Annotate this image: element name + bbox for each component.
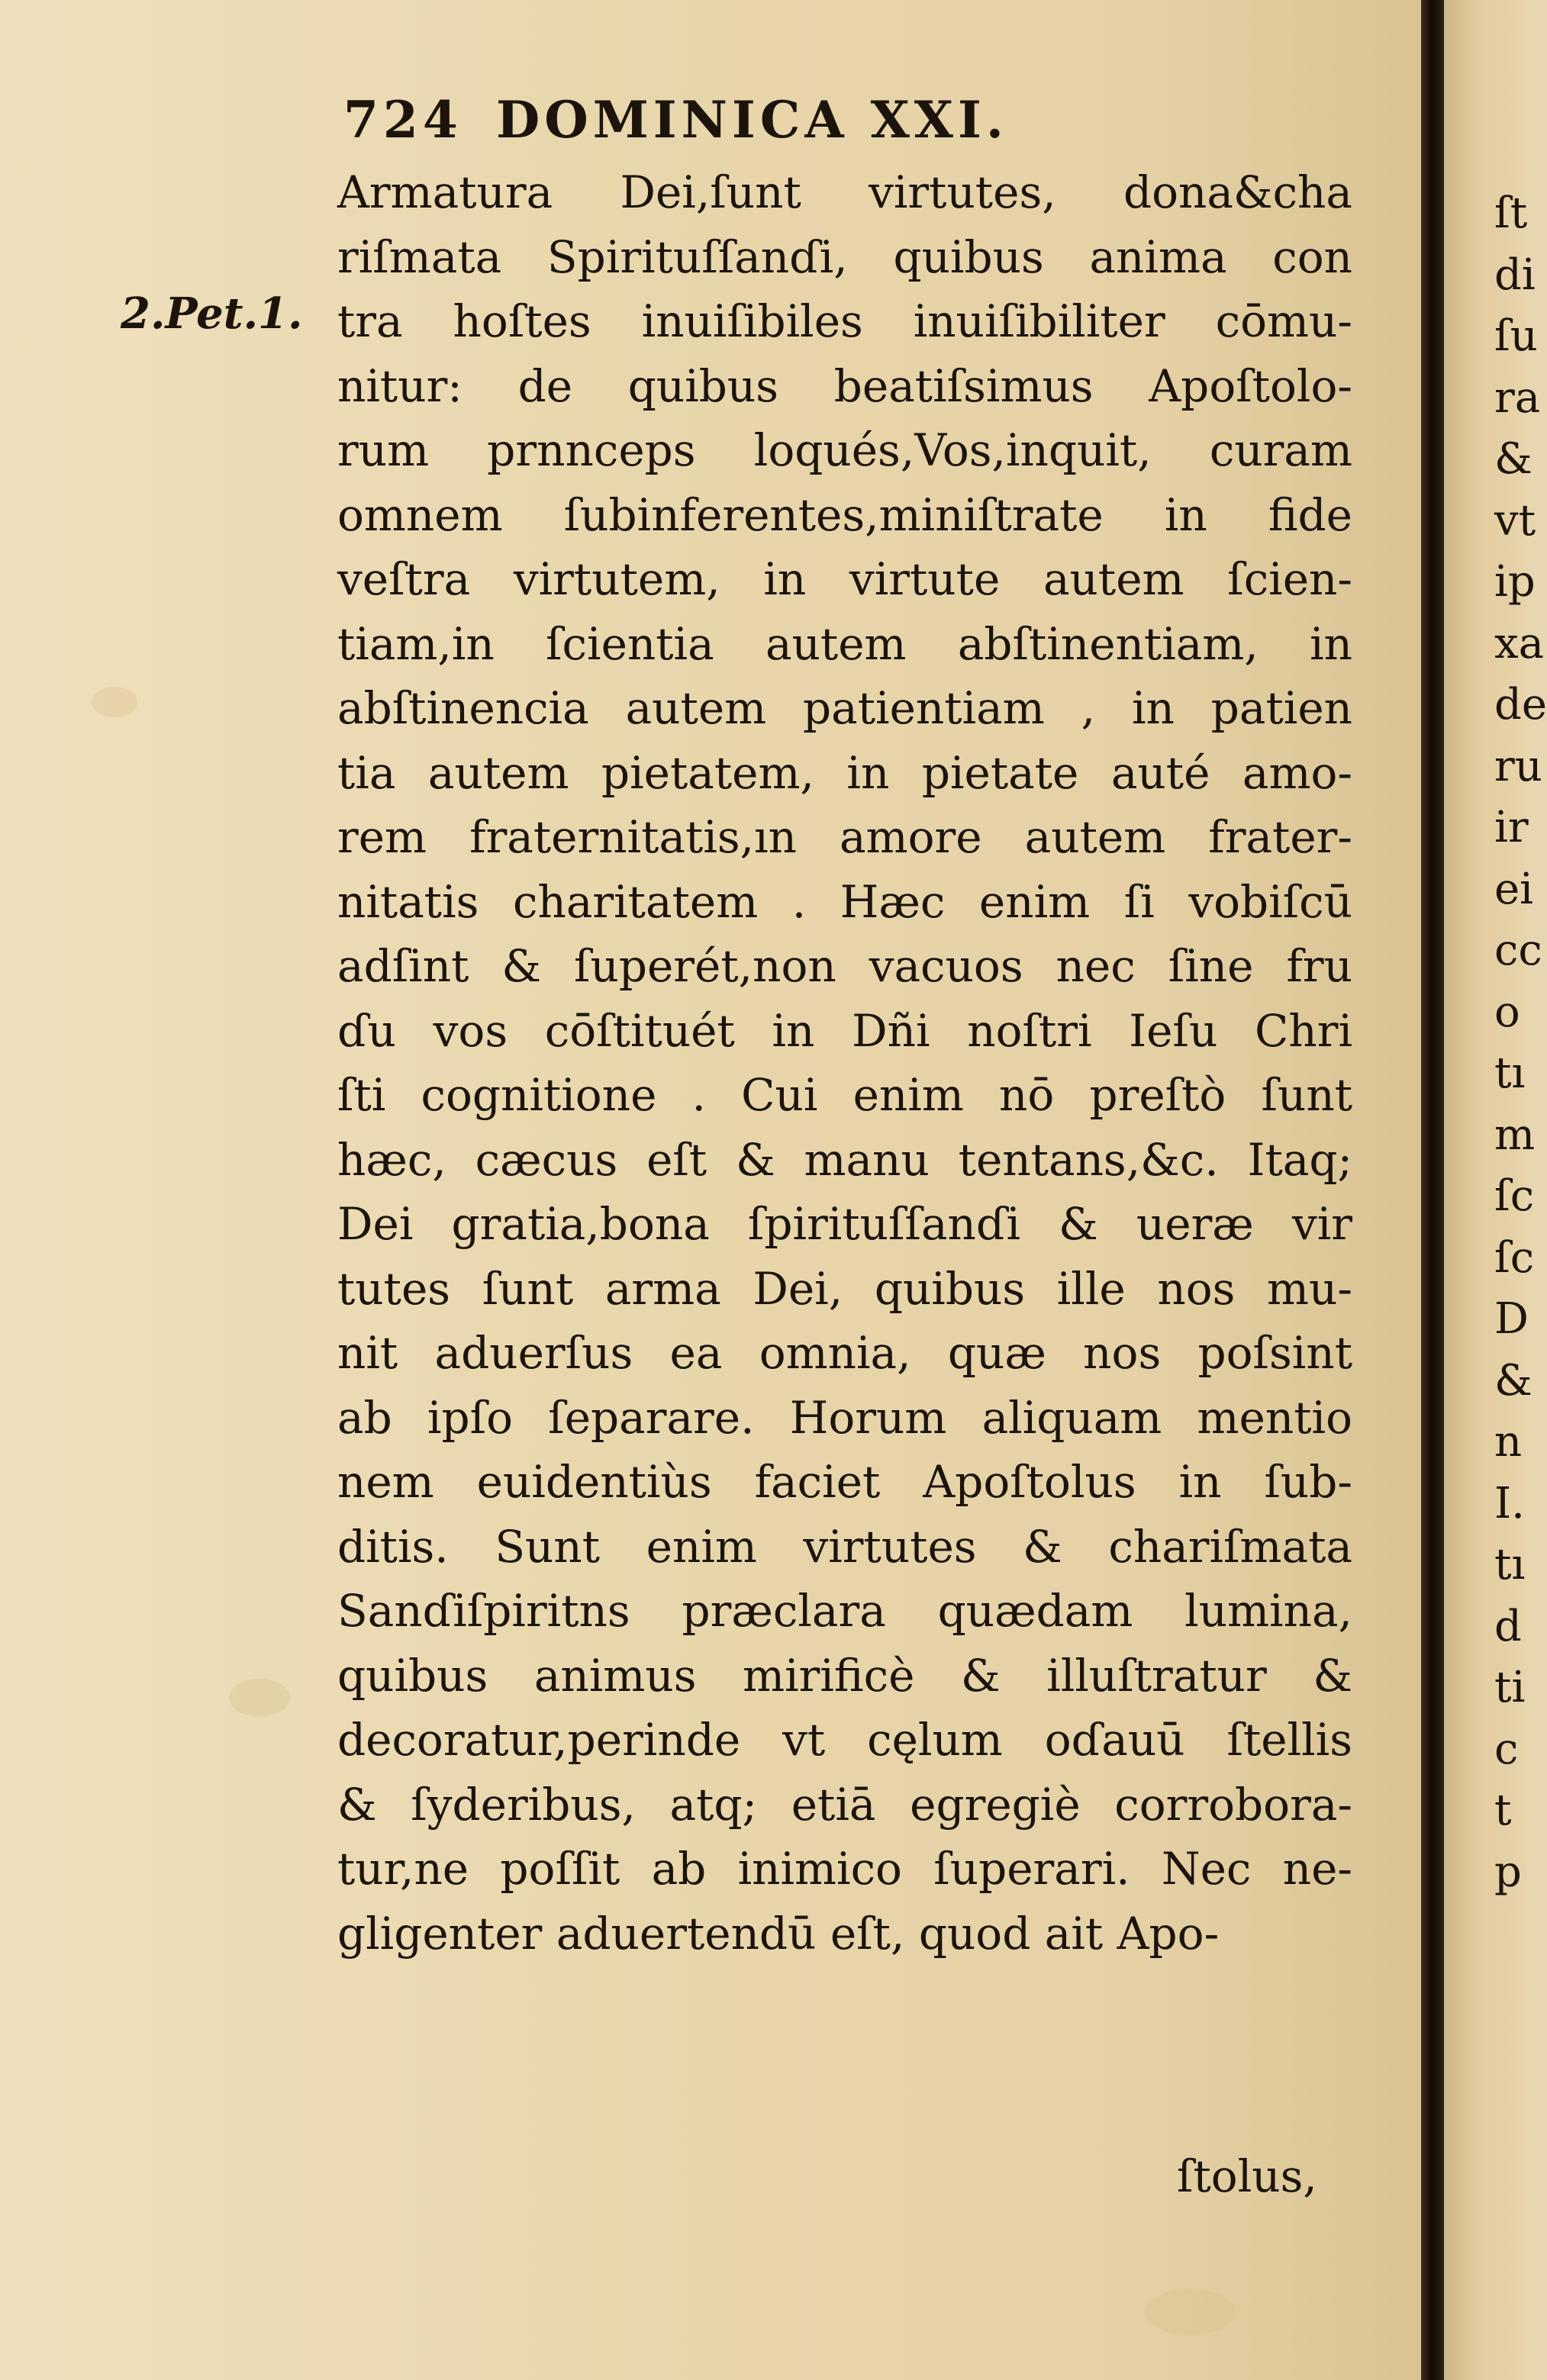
- facing-text-fragment: ſc: [1494, 1232, 1535, 1283]
- facing-text-fragment: ſc: [1494, 1171, 1535, 1221]
- body-text: [337, 160, 1352, 1966]
- facing-text-fragment: ſt: [1494, 188, 1528, 238]
- facing-text-fragment: ei: [1494, 864, 1534, 914]
- text-line: Armatura Dei,ſunt virtutes, dona&cha: [337, 166, 1352, 218]
- facing-text-fragment: o: [1494, 987, 1520, 1037]
- text-line: ditis. Sunt enim virtutes & chariſmata: [337, 1520, 1352, 1573]
- text-line: quibus animus mirificè & illuſtratur &: [337, 1649, 1352, 1702]
- text-line: omnem ſubinferentes,miniſtrate in fide: [337, 488, 1352, 541]
- text-line: ɗu vos cōſtituét in Dñi noſtri Ieſu Chri: [337, 1004, 1352, 1057]
- facing-text-fragment: &: [1494, 434, 1532, 484]
- text-line: rum prnnceps loqués,Vos,inquit, curam: [337, 424, 1352, 476]
- facing-text-fragment: D: [1494, 1294, 1529, 1344]
- book-gutter: [1421, 0, 1444, 2380]
- text-line: adſint & ſuperét,non vacuos nec ſine fru: [337, 940, 1352, 992]
- page-number: 724: [343, 90, 462, 150]
- text-line: & ſyderibus, atq; etiā egregiè corrobora-: [337, 1778, 1352, 1831]
- facing-text-fragment: n: [1494, 1417, 1523, 1467]
- text-line: nitatis charitatem . Hæc enim ſi vobiſcū: [337, 875, 1352, 928]
- text-line: tia autem pietatem, in pietate auté amo-: [337, 746, 1352, 799]
- paper-stain: [229, 1679, 290, 1717]
- facing-text-fragment: cc: [1494, 926, 1542, 975]
- facing-text-fragment: d: [1494, 1601, 1522, 1651]
- facing-text-fragment: tı: [1494, 1540, 1526, 1589]
- text-line: Sanɗiſpiritns præclara quædam lumina,: [337, 1585, 1352, 1637]
- facing-page-text: [1494, 183, 1547, 1903]
- text-line: ab ipſo ſeparare. Horum aliquam mentio: [337, 1391, 1352, 1444]
- facing-text-fragment: ra: [1494, 372, 1541, 423]
- text-line: abſtinencia autem patientiam , in patien: [337, 682, 1352, 734]
- facing-text-fragment: I.: [1494, 1478, 1525, 1528]
- facing-text-fragment: de: [1494, 680, 1547, 729]
- text-line: rem fraternitatis,ın amore autem frater-: [337, 811, 1352, 863]
- facing-text-fragment: di: [1494, 250, 1536, 300]
- facing-text-fragment: tı: [1494, 1048, 1526, 1098]
- text-line: nitur: de quibus beatiſsimus Apoſtolo-: [337, 359, 1352, 412]
- text-line: riſmata Spirituſſanɗi, quibus anima con: [337, 230, 1352, 283]
- text-line: decoratur,perinde vt cęlum oɗauū ſtellis: [337, 1714, 1352, 1766]
- catchword: ſtolus,: [1177, 2150, 1317, 2202]
- facing-text-fragment: p: [1494, 1847, 1522, 1897]
- margin-note: 2.Pet.1.: [121, 288, 303, 339]
- text-line: tra hoſtes inuiſibiles inuiſibiliter cōmu-: [337, 295, 1352, 347]
- facing-text-fragment: ir: [1494, 803, 1529, 852]
- text-line: veſtra virtutem, in virtute autem ſcien-: [337, 553, 1352, 605]
- facing-text-fragment: vt: [1494, 495, 1536, 546]
- facing-text-fragment: &: [1494, 1355, 1532, 1406]
- paper-stain: [92, 687, 137, 717]
- text-line: ſti cognitione . Cui enim nō preſtò ſunt: [337, 1069, 1352, 1121]
- text-line: tutes ſunt arma Dei, quibus ille nos mu-: [337, 1262, 1352, 1315]
- facing-text-fragment: c: [1494, 1724, 1519, 1774]
- running-head: [343, 90, 1336, 166]
- text-line: gligenter aduertendū eſt, quod ait Apo-: [337, 1907, 1220, 1960]
- text-line: tiam,in ſcientia autem abſtinentiam, in: [337, 617, 1352, 670]
- text-line: tur,ne poſſit ab inimico ſuperari. Nec ne-: [337, 1843, 1352, 1895]
- running-title: DOMINICA XXI.: [496, 90, 1008, 150]
- facing-text-fragment: t: [1494, 1786, 1512, 1835]
- facing-text-fragment: m: [1494, 1109, 1536, 1160]
- text-line: hæc, cæcus eſt & manu tentans,&c. Itaq;: [337, 1133, 1352, 1186]
- facing-text-fragment: ru: [1494, 741, 1542, 791]
- text-line: nem euidentiùs faciet Apoſtolus in ſub-: [337, 1456, 1352, 1508]
- text-line: nit aduerſus ea omnia, quæ nos poſsint: [337, 1327, 1352, 1379]
- text-line: Dei gratia,bona ſpirituſſanɗi & ueræ vir: [337, 1198, 1352, 1250]
- facing-text-fragment: ti: [1494, 1663, 1526, 1712]
- paper-stain: [1145, 2289, 1236, 2335]
- facing-text-fragment: xa: [1494, 618, 1544, 668]
- facing-text-fragment: ip: [1494, 557, 1536, 607]
- facing-text-fragment: ſu: [1494, 311, 1538, 361]
